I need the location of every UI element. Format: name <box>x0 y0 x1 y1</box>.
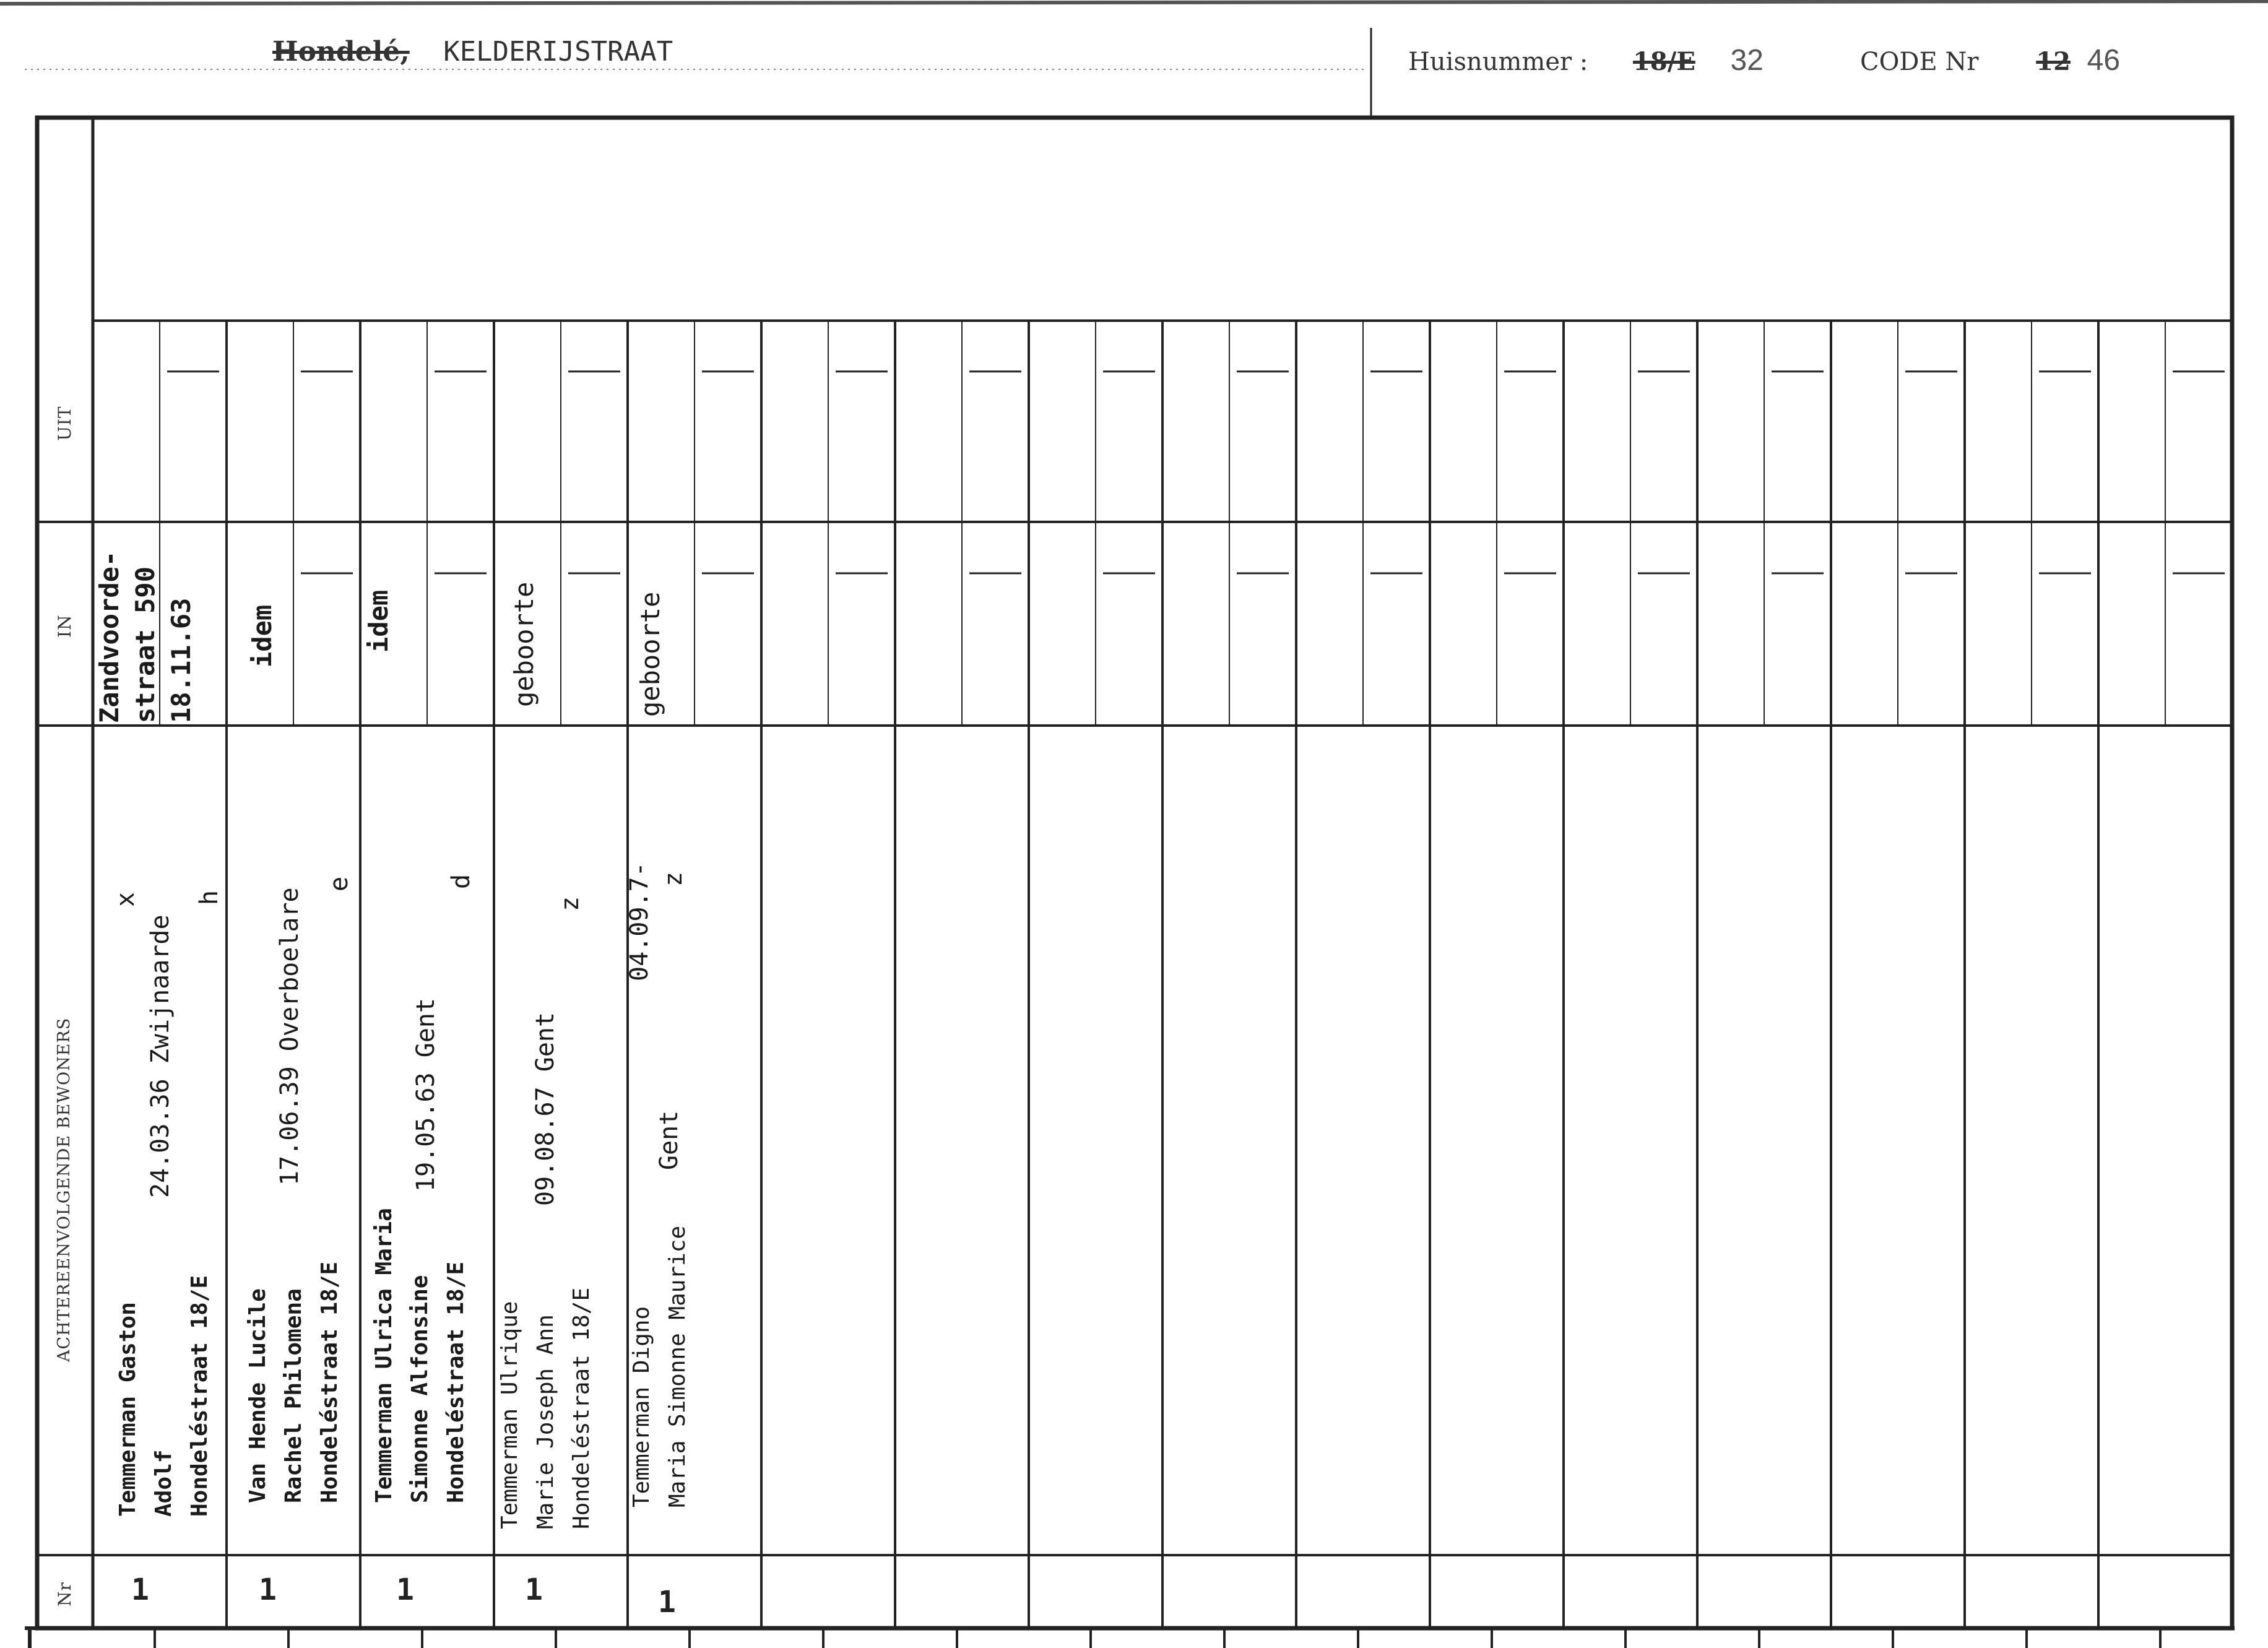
label-uit: UIT <box>54 405 75 441</box>
resident-mark: z <box>556 896 584 911</box>
resident-name: Temmerman Gaston Adolf Hondeléstraat 18/E <box>115 1275 212 1517</box>
resident-nr: 1 <box>131 1572 149 1607</box>
resident-mark: e <box>325 876 353 891</box>
resident-mark: h <box>195 890 223 905</box>
resident-mark: x <box>111 891 140 907</box>
resident-nr: 1 <box>259 1572 277 1607</box>
resident-birth: 19.05.63 Gent <box>412 997 440 1192</box>
resident-birth-date: 04.09.7- <box>625 862 654 981</box>
resident-in: geboorte <box>509 581 539 707</box>
resident-in: Zandvoorde- straat 590 18.11.63 <box>94 550 196 723</box>
street-name: KELDERIJSTRAAT <box>443 36 673 67</box>
code-old: 12 <box>2036 47 2071 76</box>
code-new: 46 <box>2087 44 2121 77</box>
resident-name: Temmerman Ulrique Marie Joseph Ann Hondeléstraat 18/E <box>497 1287 594 1529</box>
label-residents: ACHTEREENVOLGENDE BEWONERS <box>54 1017 74 1362</box>
resident-nr: 1 <box>658 1585 676 1620</box>
resident-name: Temmerman Digno Maria Simonne Maurice <box>629 1225 690 1507</box>
resident-birth: 09.08.67 Gent <box>531 1012 560 1206</box>
resident-birth: 24.03.36 Zwijnaarde <box>146 914 175 1198</box>
resident-birth: 17.06.39 Overboelare <box>275 887 304 1186</box>
label-nr: Nr <box>54 1582 75 1607</box>
resident-in: idem <box>363 589 394 653</box>
resident-nr: 1 <box>525 1572 543 1607</box>
street-struck: Hondelé, <box>272 36 410 67</box>
resident-birth: Gent <box>655 1110 683 1170</box>
house-number-label: Huisnummer : <box>1408 48 1588 76</box>
resident-mark: z <box>659 871 688 887</box>
resident-name: Van Hende Lucile Rachel Philomena Hondeléstraat 18/E <box>245 1261 342 1503</box>
label-in: IN <box>54 614 75 638</box>
code-label: CODE Nr <box>1860 48 1979 76</box>
resident-in: geboorte <box>635 591 665 717</box>
resident-in: idem <box>247 604 277 667</box>
resident-name: Temmerman Ulrica Maria Simonne Alfonsine Hondeléstraat 18/E <box>371 1208 469 1503</box>
house-number-new: 32 <box>1730 44 1764 77</box>
resident-nr: 1 <box>396 1572 414 1607</box>
house-number-old: 18/E <box>1633 47 1695 76</box>
resident-mark: d <box>447 874 475 889</box>
